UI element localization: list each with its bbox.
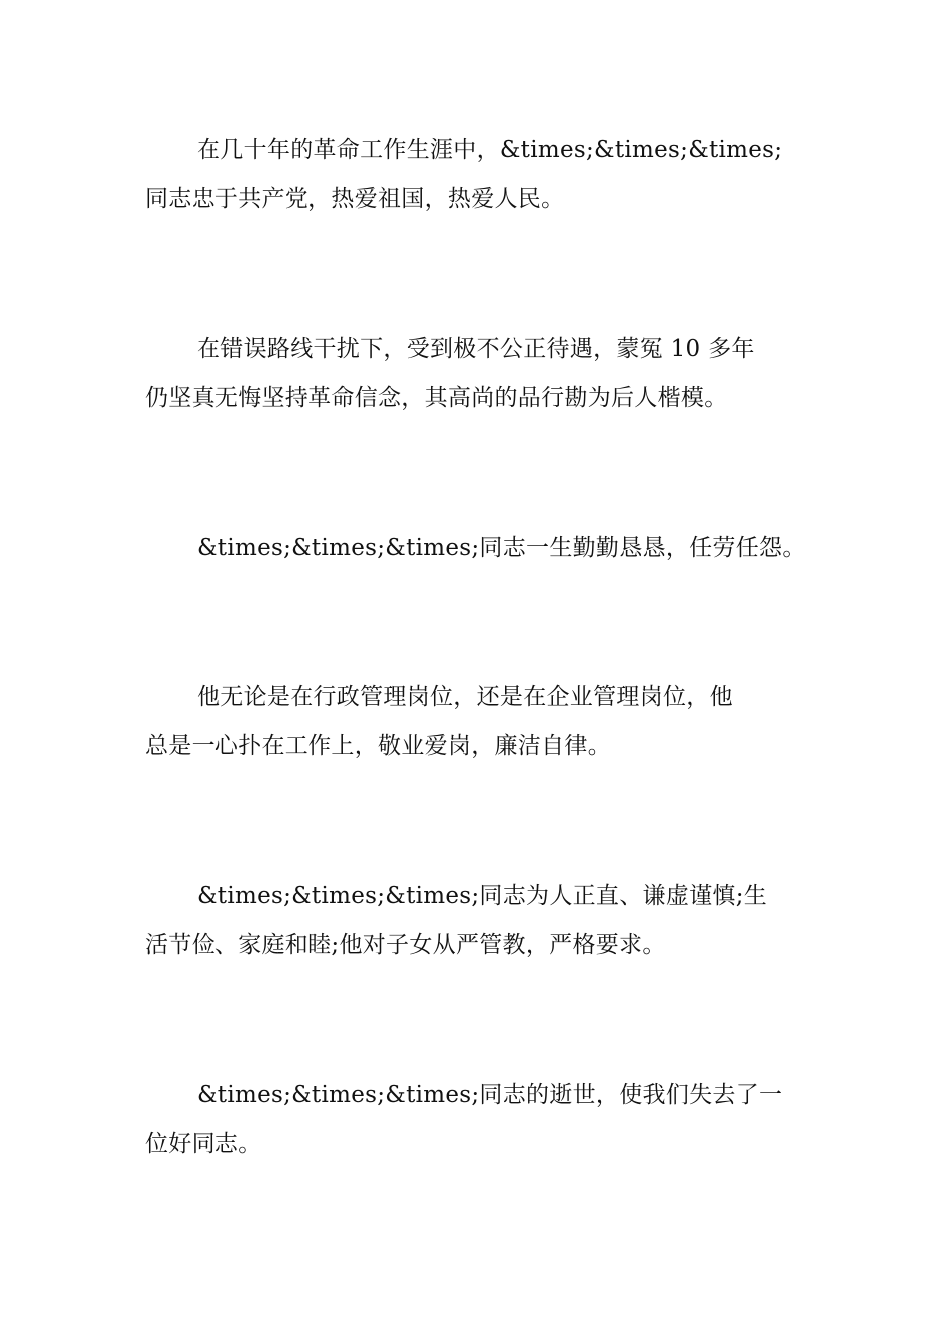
paragraph-5-line-2: 活节俭、家庭和睦;他对子女从严管教，严格要求。	[145, 932, 666, 958]
paragraph-6	[145, 1071, 810, 1169]
paragraph-4-line-1: 他无论是在行政管理岗位，还是在企业管理岗位，他	[197, 684, 733, 710]
paragraph-1	[145, 126, 810, 224]
paragraph-1-line-2: 同志忠于共产党，热爱祖国，热爱人民。	[145, 186, 565, 212]
paragraph-3-line-1: &times;&times;&times;同志一生勤勤恳恳，任劳任怨。	[197, 535, 806, 561]
paragraph-6-line-2: 位好同志。	[145, 1131, 262, 1157]
paragraph-6-line-1: &times;&times;&times;同志的逝世，使我们失去了一	[197, 1082, 783, 1108]
paragraph-2	[145, 325, 810, 423]
paragraph-5	[145, 872, 810, 970]
paragraph-1-line-1: 在几十年的革命工作生涯中，&times;&times;&times;	[197, 137, 783, 163]
paragraph-4-line-2: 总是一心扑在工作上，敬业爱岗，廉洁自律。	[145, 733, 611, 759]
paragraph-2-line-1: 在错误路线干扰下，受到极不公正待遇，蒙冤 10 多年	[197, 336, 755, 362]
paragraph-4	[145, 673, 810, 771]
paragraph-5-line-1: &times;&times;&times;同志为人正直、谦虚谨慎;生	[197, 883, 768, 909]
paragraph-3	[145, 524, 810, 573]
paragraph-2-line-2: 仍坚真无悔坚持革命信念，其高尚的品行勘为后人楷模。	[145, 385, 728, 411]
